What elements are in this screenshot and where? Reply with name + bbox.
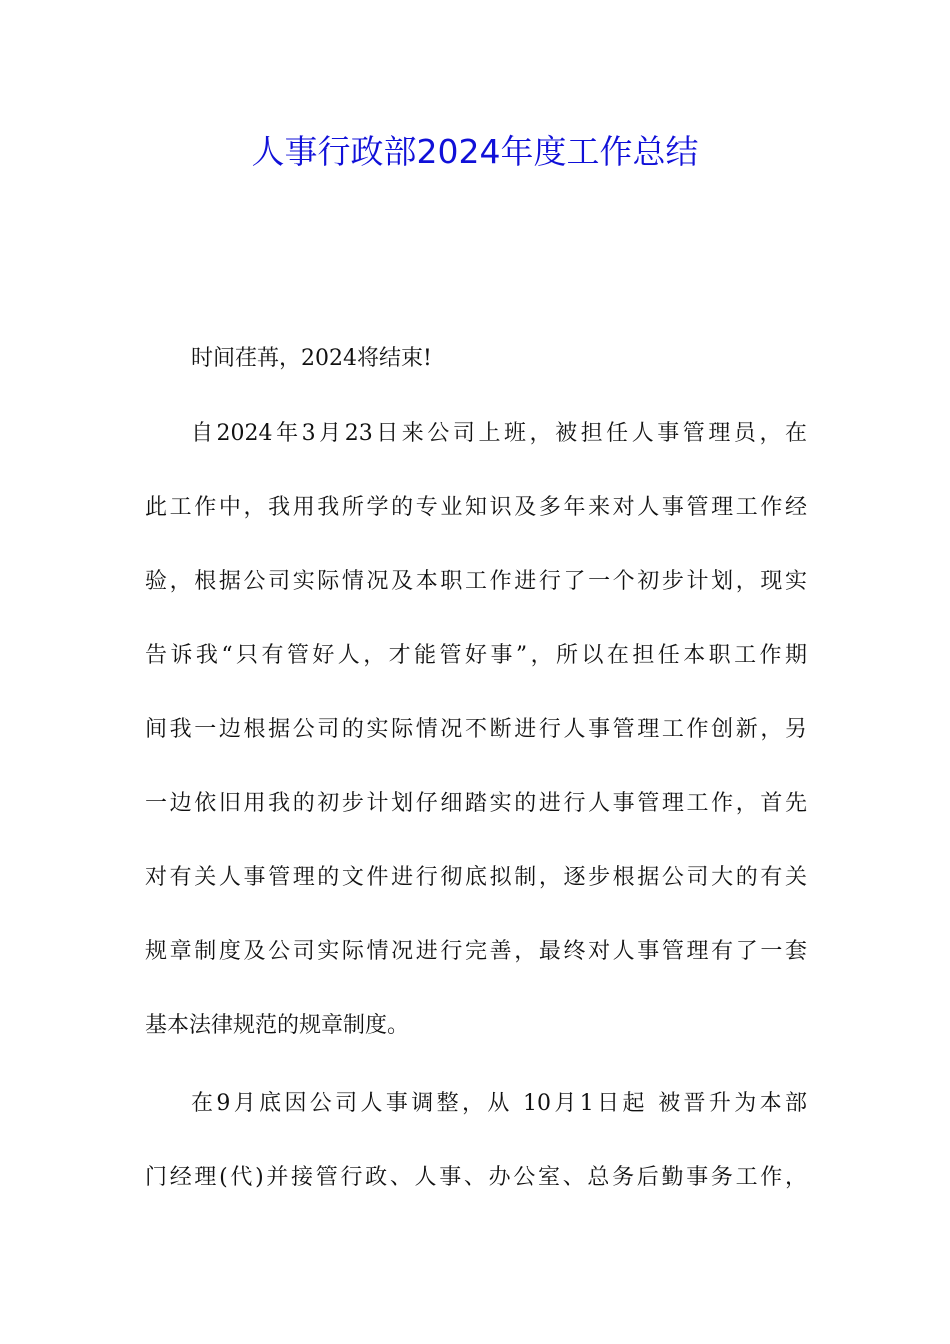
paragraph-line: 对有关人事管理的文件进行彻底拟制，逐步根据公司大的有关	[145, 865, 807, 890]
paragraph-line: 门经理(代)并接管行政、人事、办公室、总务后勤事务工作，	[145, 1165, 807, 1190]
document-title: 人事行政部2024年度工作总结	[251, 132, 699, 171]
paragraph-1	[145, 322, 807, 396]
paragraph-line: 在9月底因公司人事调整，从 10月1日起 被晋升为本部	[191, 1091, 807, 1116]
paragraph-2	[145, 397, 807, 1063]
paragraph-line: 验，根据公司实际情况及本职工作进行了一个初步计划，现实	[145, 569, 807, 594]
paragraph-line: 自2024年3月23日来公司上班，被担任人事管理员，在	[191, 421, 807, 446]
paragraph-line: 告诉我“只有管好人，才能管好事”，所以在担任本职工作期	[145, 643, 807, 668]
paragraph-line: 一边依旧用我的初步计划仔细踏实的进行人事管理工作，首先	[145, 791, 807, 816]
paragraph-line: 规章制度及公司实际情况进行完善，最终对人事管理有了一套	[145, 939, 807, 964]
paragraph-3	[145, 1067, 807, 1215]
paragraph-line: 时间荏苒，2024将结束!	[191, 346, 432, 371]
paragraph-line: 间我一边根据公司的实际情况不断进行人事管理工作创新，另	[145, 717, 807, 742]
paragraph-line: 此工作中，我用我所学的专业知识及多年来对人事管理工作经	[145, 495, 807, 520]
paragraph-line: 基本法律规范的规章制度。	[145, 1013, 410, 1038]
